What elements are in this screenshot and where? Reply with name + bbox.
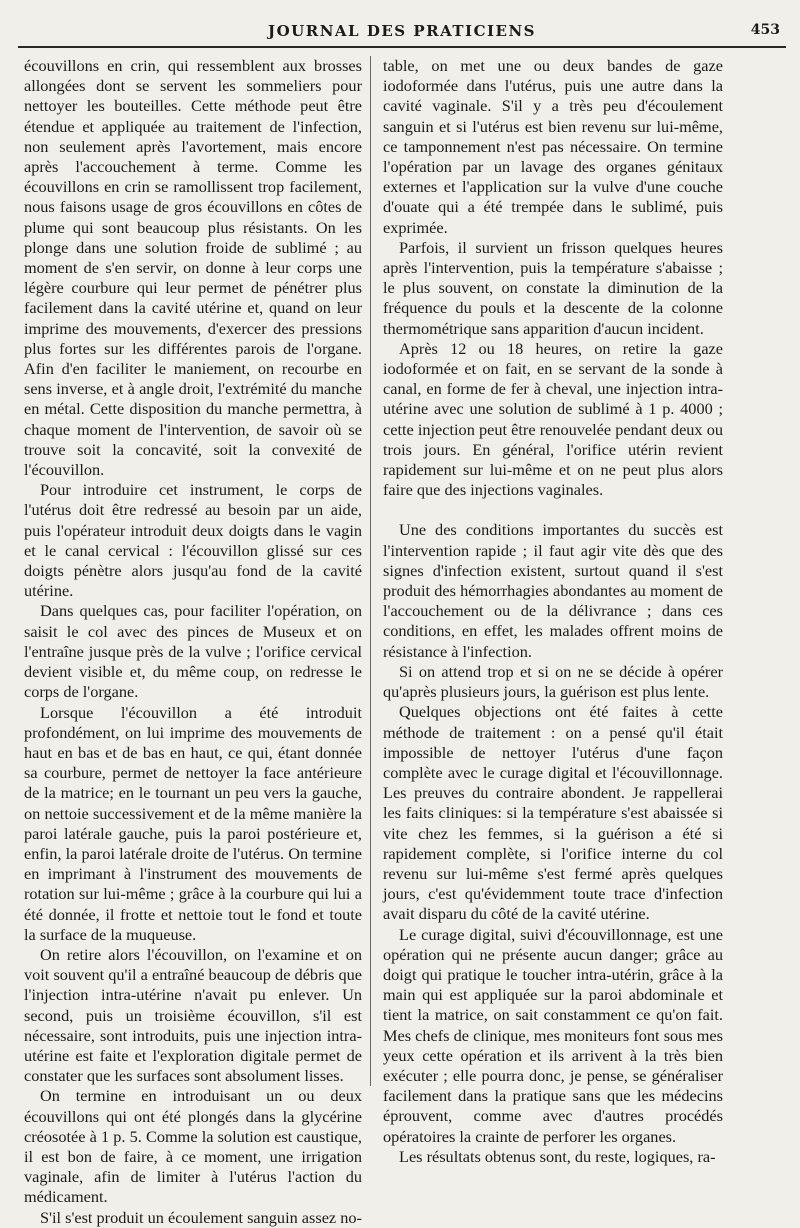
paragraph: Après 12 ou 18 heures, on retire la gaze iodoformée et on fait, en se servant de la sonde à canal, en forme de fer à cheval, une injection intra-utérine avec une solution de sublimé à 1 p. 4000 ; cette injection peut être renouvelée pendant deux ou trois jours. En général, l'orifice utérin revient rapidement sur lui-même et on ne peut plus alors faire que des injections vaginales. <box>383 338 723 500</box>
paragraph: Pour introduire cet instrument, le corps de l'utérus doit être redressé au besoin par un aide, puis l'opérateur introduit deux doigts dans le vagin et le canal cervical : l'écouvillon glissé sur ces doigts pénètre alors jusqu'au fond de la cavité utérine. <box>24 480 362 601</box>
paragraph: Si on attend trop et si on ne se décide à opérer qu'après plusieurs jours, la guérison est plus lente. <box>383 661 723 702</box>
running-header <box>18 16 786 42</box>
paragraph: On retire alors l'écouvillon, on l'examine et on voit souvent qu'il a entraîné beaucoup de débris que l'injection intra-utérine n'avait pu enlever. Un second, puis un troisième écouvillon, s'il est nécessaire, sont introduits, puis une injection intra-utérine est faite et l'exploration digitale permet de constater que les surfaces sont absolument lisses. <box>24 944 362 1086</box>
paragraph: Les résultats obtenus sont, du reste, logiques, ra- <box>399 1146 716 1166</box>
column-divider <box>370 56 371 1086</box>
section-gap <box>383 500 723 520</box>
paragraph: On termine en introduisant un ou deux écouvillons qui ont été plongés dans la glycérine créosotée à 1 p. 5. Comme la solution est caustique, il est bon de faire, à ce moment, une irrigation vaginale, afin de limiter à l'utérus l'action du médicament. <box>24 1086 362 1207</box>
paragraph: S'il s'est produit un écoulement sanguin assez no- <box>40 1207 362 1227</box>
paragraph: table, on met une ou deux bandes de gaze iodoformée dans l'utérus, puis une autre dans la cavité vaginale. S'il y a très peu d'écoulement sanguin et si l'utérus est bien revenu sur lui-même, ce tamponnement n'est pas nécessaire. On termine l'opération par un lavage des organes génitaux externes et l'application sur la vulve d'une couche d'ouate qui a été trempée dans le sublimé, puis exprimée. <box>383 56 723 237</box>
paragraph: Lorsque l'écouvillon a été introduit profondément, on lui imprime des mouvements de haut en bas et de bas en haut, ce qui, étant donnée sa courbure, permet de nettoyer la face antérieure de la matrice; en le tournant un peu vers la gauche, on nettoie successivement et de la même manière la paroi latérale gauche, puis la paroi postérieure et, enfin, la paroi latérale droite de l'utérus. On termine en imprimant à l'instrument des mouvements de rotation sur lui-même ; grâce à la courbure qui lui a été donnée, il frotte et nettoie tout le fond et toute la surface de la muqueuse. <box>24 702 362 944</box>
page-number: 453 <box>750 22 780 38</box>
paragraph: Dans quelques cas, pour faciliter l'opération, on saisit le col avec des pinces de Museux et on l'entraîne jusque près de la vulve ; l'orifice cervical devient visible et, du même coup, on redresse le corps de l'organe. <box>24 601 362 702</box>
journal-title: JOURNAL DES PRATICIENS <box>268 22 536 40</box>
paragraph: Le curage digital, suivi d'écouvillonnage, est une opération qui ne présente aucun danger; grâce au doigt qui pratique le toucher intra-utérin, grâce à la main qui est appliquée sur la paroi abdominale et tient la matrice, on sait constamment ce qu'on fait. Mes chefs de clinique, mes moniteurs font sous mes yeux cette opération et ils arrivent à la très bien exécuter ; elle pourra donc, je pense, se généraliser facilement dans la pratique sans que les médecins éprouvent, comme avec d'autres procédés opératoires la crainte de perforer les organes. <box>383 924 723 1146</box>
right-column <box>383 56 723 1167</box>
header-rule <box>18 46 786 48</box>
paragraph: écouvillons en crin, qui ressemblent aux brosses allongées dont se servent les sommeliers pour nettoyer les bouteilles. Cette méthode peut être étendue et appliquée au traitement de l'infection, non seulement après l'avortement, mais encore après l'accouchement à terme. Comme les écouvillons en crin se ramollissent trop facilement, nous faisons usage de gros écouvillons en côtes de plume qui sont beaucoup plus résistants. On les plonge dans une solution froide de sublimé ; au moment de s'en servir, on donne à leur corps une légère courbure qui leur permet de pénétrer plus facilement dans la cavité utérine et, quand on leur imprime des mouvements, d'exercer des pressions plus fortes sur les différentes parois de l'organe. Afin d'en faciliter le maniement, on recourbe en sens inverse, et à angle droit, l'extrémité du manche en métal. Cette disposition du manche permettra, à chaque moment de l'intervention, de savoir où se trouve soit la concavité, soit la convexité de l'écouvillon. <box>24 56 362 480</box>
paragraph: Une des conditions importantes du succès est l'intervention rapide ; il faut agir vite dès que des signes d'infection existent, surtout quand il s'est produit des hémorrhagies abondantes au moment de l'accouchement ou de la délivrance ; dans ces conditions, en effet, les malades offrent moins de résistance à l'infection. <box>383 520 723 661</box>
left-column <box>24 56 362 1228</box>
paragraph: Parfois, il survient un frisson quelques heures après l'intervention, puis la température s'abaisse ; le plus souvent, on constate la diminution de la fréquence du pouls et la descente de la colonne thermométrique sans apparition d'aucun incident. <box>383 237 723 338</box>
paragraph: Quelques objections ont été faites à cette méthode de traitement : on a pensé qu'il était impossible de nettoyer l'utérus d'une façon complète avec le curage digital et l'écouvillonnage. Les preuves du contraire abondent. Je rappellerai les faits cliniques: si la température s'est abaissée si vite chez les femmes, si la guérison a été si rapidement complète, si l'orifice interne du col revenu sur lui-même s'est fermé après quelques jours, c'est qu'évidemment toute trace d'infection avait disparu du côté de la cavité utérine. <box>383 702 723 924</box>
